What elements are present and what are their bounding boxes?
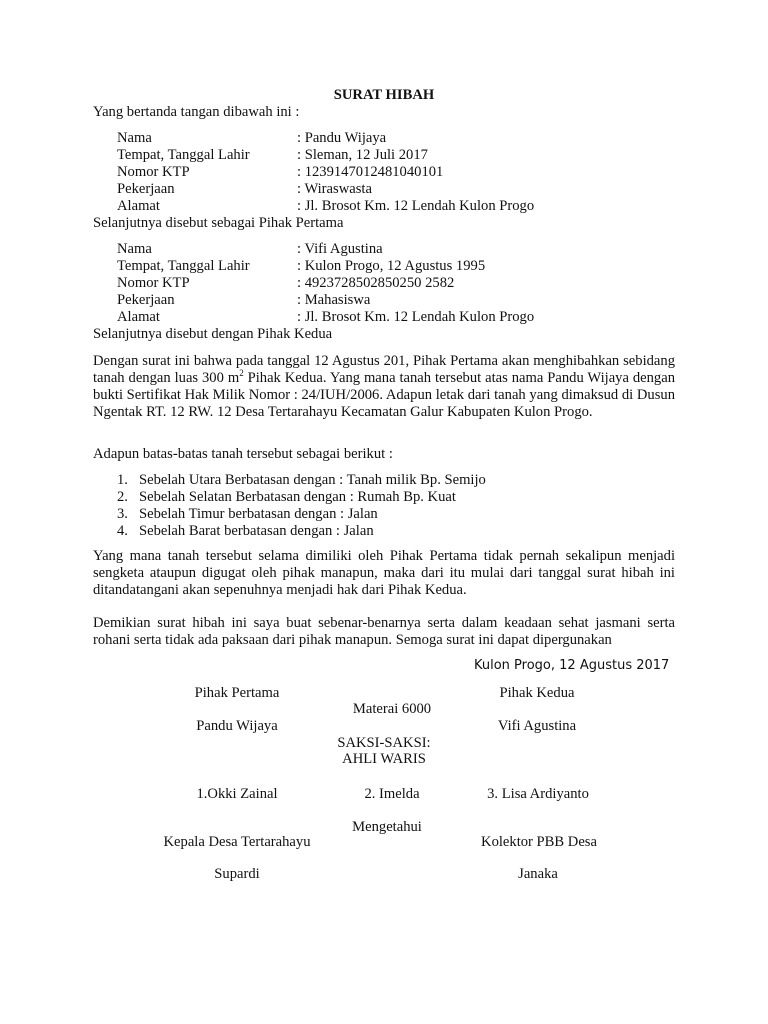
grant-paragraph [93, 353, 675, 421]
list-text: Sebelah Utara Berbatasan dengan : Tanah milik Bp. Semijo [139, 472, 486, 488]
place-date: Kulon Progo, 12 Agustus 2017 [474, 658, 670, 673]
first-party-address-value: : Jl. Brosot Km. 12 Lendah Kulon Progo [297, 198, 535, 214]
first-party-role: Pihak Pertama [194, 685, 280, 701]
second-party-job-value: : Mahasiswa [297, 292, 371, 308]
list-text: Sebelah Barat berbatasan dengan : Jalan [139, 523, 374, 539]
list-text: Sebelah Timur berbatasan dengan : Jalan [139, 506, 378, 522]
heirs-heading: AHLI WARIS [342, 751, 426, 767]
tax-collector-role: Kolektor PBB Desa [481, 834, 597, 850]
first-party-birth-value: : Sleman, 12 Juli 2017 [297, 147, 428, 163]
area-superscript: 2 [239, 368, 244, 379]
second-party-signature-name: Vifi Agustina [497, 718, 577, 734]
list-number: 4. [117, 523, 128, 539]
first-party-job-value: : Wiraswasta [297, 181, 372, 197]
second-party-job-label: Pekerjaan [117, 292, 175, 308]
list-item [117, 489, 456, 506]
first-party-closing: Selanjutnya disebut sebagai Pihak Pertama [93, 215, 344, 231]
witnesses-heading: SAKSI-SAKSI: [337, 735, 431, 751]
list-text: Sebelah Selatan Berbatasan dengan : Rumah Bp. Kuat [139, 489, 456, 505]
first-party-name-label: Nama [117, 130, 152, 146]
second-party-address-value: : Jl. Brosot Km. 12 Lendah Kulon Progo [297, 309, 535, 325]
witness-3: 3. Lisa Ardiyanto [487, 786, 589, 802]
intro-line: Yang bertanda tangan dibawah ini : [93, 104, 300, 120]
second-party-role: Pihak Kedua [499, 685, 575, 701]
grant-paragraph-part1: Dengan surat ini bahwa pada tanggal 12 Agustus 201, Pihak Pertama akan menghibahkan sebidang tanah dengan luas 300 m [93, 353, 675, 386]
list-item [117, 523, 374, 540]
tax-collector-name: Janaka [518, 866, 558, 882]
second-party-address-label: Alamat [117, 309, 160, 325]
list-number: 1. [117, 472, 128, 488]
document-title: SURAT HIBAH [333, 87, 435, 103]
second-party-closing: Selanjutnya disebut dengan Pihak Kedua [93, 326, 333, 342]
boundaries-intro: Adapun batas-batas tanah tersebut sebagai berikut : [93, 446, 393, 462]
closing-paragraph: Demikian surat hibah ini saya buat sebenar-benarnya serta dalam keadaan sehat jasmani serta rohani serta tidak ada paksaan dari pihak manapun. Semoga surat ini dapat dipergunakan [93, 615, 675, 648]
acknowledged-label: Mengetahui [352, 819, 422, 835]
first-party-ktp-label: Nomor KTP [117, 164, 190, 180]
grant-paragraph-part2: Pihak Kedua. Yang mana tanah tersebut atas nama Pandu Wijaya dengan bukti Sertifikat Hak Milik Nomor : 24/IUH/2006. Adapun letak dari tanah yang dimaksud di Dusun Ngentak RT. 12 RW. 12 Desa Tertarahayu Kecamatan Galur Kabupaten Kulon Progo. [93, 370, 676, 420]
second-party-name-value: : Vifi Agustina [297, 241, 383, 257]
first-party-job-label: Pekerjaan [117, 181, 175, 197]
village-head-role: Kepala Desa Tertarahayu [163, 834, 311, 850]
second-party-ktp-value: : 4923728502850250 2582 [297, 275, 455, 291]
list-number: 2. [117, 489, 128, 505]
second-party-birth-label: Tempat, Tanggal Lahir [117, 258, 250, 274]
witness-1: 1.Okki Zainal [196, 786, 278, 802]
stamp-label: Materai 6000 [352, 701, 432, 717]
second-party-birth-value: : Kulon Progo, 12 Agustus 1995 [297, 258, 486, 274]
first-party-ktp-value: : 1239147012481040101 [297, 164, 444, 180]
ownership-paragraph: Yang mana tanah tersebut selama dimiliki oleh Pihak Pertama tidak pernah sekalipun menjadi sengketa ataupun digugat oleh pihak manapun, maka dari itu mulai dari tanggal surat hibah ini ditandatangani akan sepenuhnya menjadi hak dari Pihak Kedua. [93, 548, 675, 598]
first-party-address-label: Alamat [117, 198, 160, 214]
list-item [117, 472, 486, 489]
first-party-signature-name: Pandu Wijaya [196, 718, 278, 734]
list-number: 3. [117, 506, 128, 522]
witness-2: 2. Imelda [364, 786, 420, 802]
list-item [117, 506, 378, 523]
first-party-name-value: : Pandu Wijaya [297, 130, 387, 146]
second-party-name-label: Nama [117, 241, 152, 257]
second-party-ktp-label: Nomor KTP [117, 275, 190, 291]
village-head-name: Supardi [214, 866, 260, 882]
first-party-birth-label: Tempat, Tanggal Lahir [117, 147, 250, 163]
